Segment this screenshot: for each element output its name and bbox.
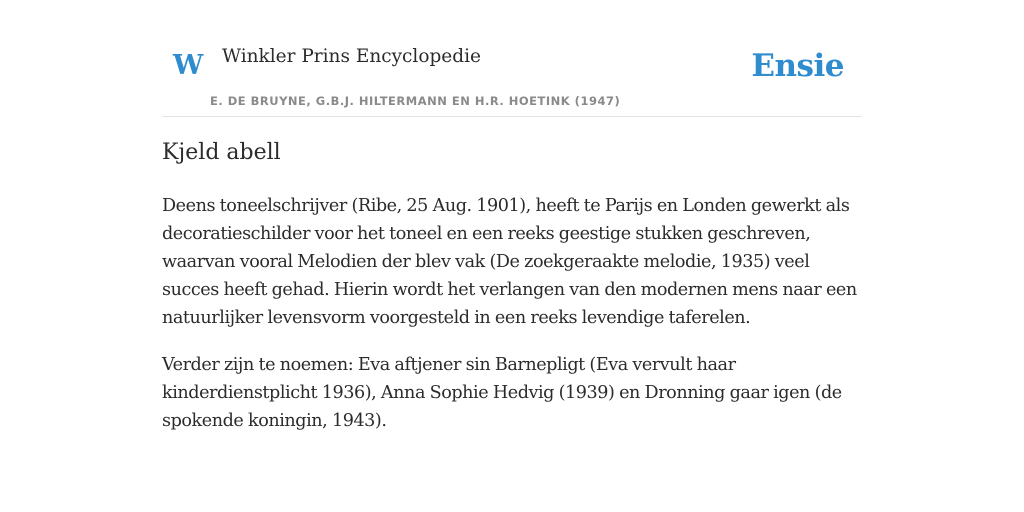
source-logo[interactable]: W: [173, 50, 204, 81]
source-authors: E. DE BRUYNE, G.B.J. HILTERMANN EN H.R. HOETINK (1947): [210, 94, 621, 108]
article-paragraph: Verder zijn te noemen: Eva aftjener sin Barnepligt (Eva vervult haar kinderdienstplicht 1936), Anna Sophie Hedvig (1939) en Dronning gaar igen (de spokende koningin, 1943).: [162, 355, 842, 431]
brand-logo[interactable]: Ensie: [751, 48, 844, 84]
article-paragraph: Deens toneelschrijver (Ribe, 25 Aug. 1901), heeft te Parijs en Londen gewerkt als decoratieschilder voor het toneel en een reeks geestige stukken geschreven, waarvan vooral Melodien der blev vak (De zoekgeraakte melodie, 1935) veel succes heeft gehad. Hierin wordt het verlangen van den modernen mens naar een natuurlijker levensvorm voorgesteld in een reeks levendige taferelen.: [162, 196, 857, 328]
article-body: [162, 192, 862, 454]
source-title[interactable]: Winkler Prins Encyclopedie: [222, 46, 481, 67]
article-title: Kjeld abell: [162, 140, 281, 165]
source-header: [162, 0, 862, 117]
page: [162, 0, 862, 431]
